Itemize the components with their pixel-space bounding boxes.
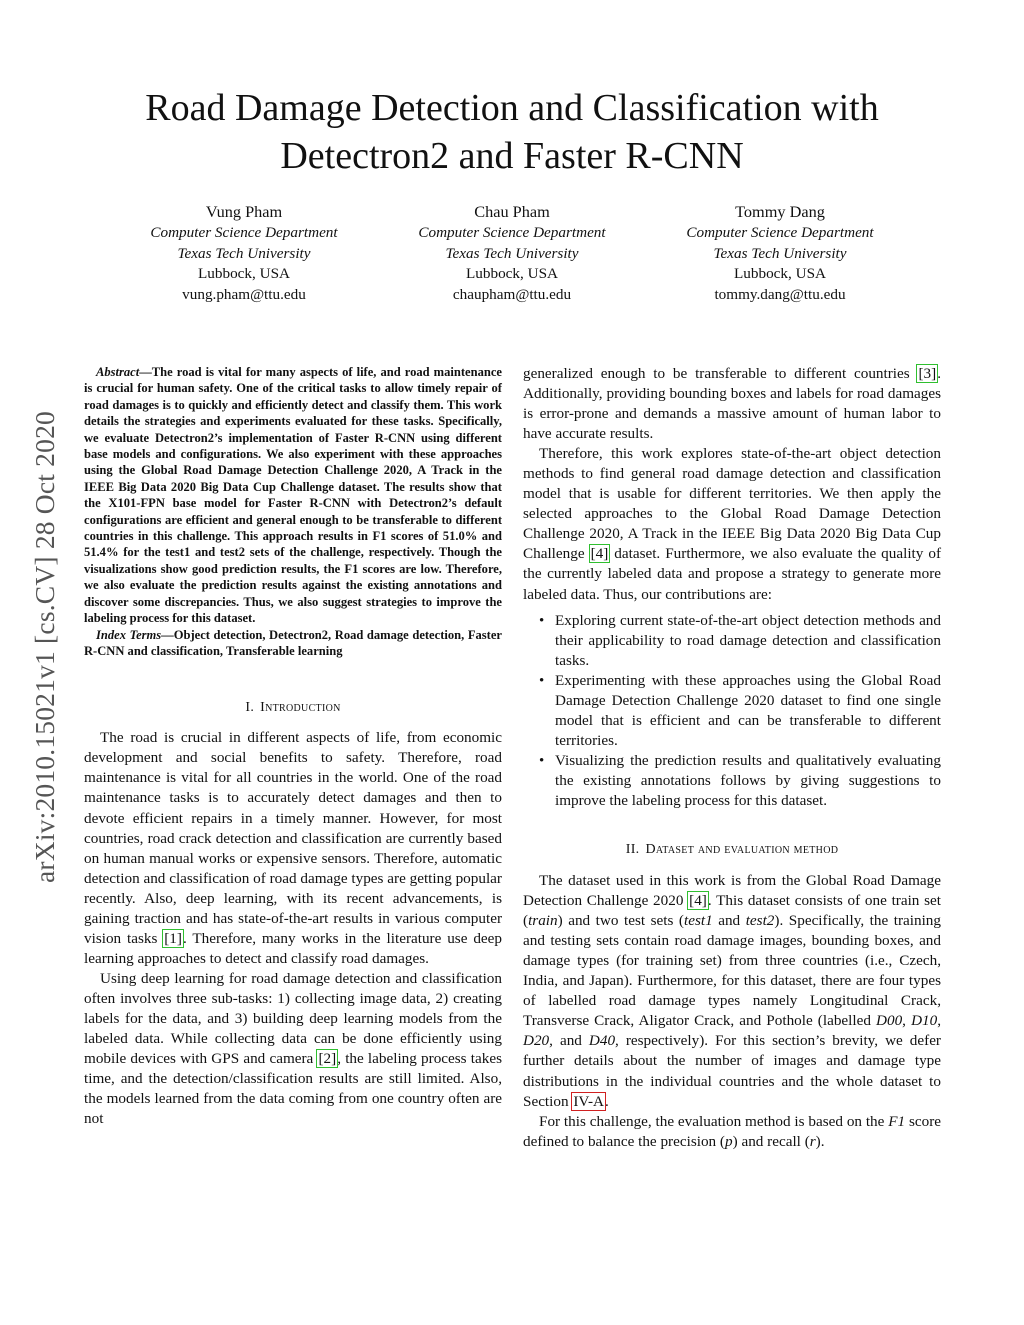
citation-link[interactable]: [4] [590, 545, 609, 563]
author-name: Tommy Dang [735, 202, 825, 221]
title-line-2: Detectron2 and Faster R-CNN [280, 135, 744, 177]
list-item [523, 671, 941, 751]
bullet-icon: • [539, 612, 545, 629]
author-city: Lubbock, USA [734, 265, 826, 283]
author-university: Texas Tech University [713, 244, 847, 262]
author-city: Lubbock, USA [198, 265, 290, 283]
text-run: , [902, 1012, 912, 1030]
list-item-text: Exploring current state-of-the-art object detection methods and their applicability to road damage detection and classification tasks. [555, 611, 941, 669]
text-run: test2 [745, 912, 775, 930]
author-email[interactable]: chaupham@ttu.edu [452, 285, 572, 303]
list-item [523, 751, 941, 811]
section-number: I. [245, 700, 255, 716]
text-run: and [712, 912, 746, 930]
section-title: Introduction [260, 700, 341, 716]
index-terms-lead: Index Terms [96, 627, 162, 642]
index-terms-text: —Object detection, Detectron2, Road damage detection, Faster R-CNN and classification, Transferable learning [84, 627, 502, 658]
arxiv-identifier-text[interactable]: arXiv:2010.15021v1 [cs.CV] 28 Oct 2020 [29, 411, 60, 883]
author-university: Texas Tech University [445, 244, 579, 262]
bullet-icon: • [539, 672, 545, 689]
continued-text: generalized enough to be transferable to different countries [523, 365, 918, 382]
bullet-icon: • [539, 752, 545, 769]
text-run: ). Specifically, the training and testing sets contain road damage images, bounding boxes, and damage types (for training set) from three countries (i.e., Czech, India, and Japan). Furthermore, for this dataset, there are four types of labelled road damage types namely Longitudinal Crack, Transverse Crack, Aligator Crack, and Pothole (labelled [523, 912, 941, 1030]
dataset-paragraph-2 [523, 1112, 941, 1152]
text-run: train [528, 912, 558, 930]
intro-paragraph-2 [84, 969, 502, 1129]
text-run: The dataset used in this work is from the Global Road Damage Detection Challenge 2020 [523, 872, 941, 910]
author-department: Computer Science Department [686, 224, 874, 241]
text-run: D40 [588, 1032, 616, 1050]
section-number: II. [625, 842, 640, 858]
author-city: Lubbock, USA [466, 265, 558, 283]
intro-p2-text: Using deep learning for road damage detection and classification often involves three sub-tasks: 1) collecting image data, 2) creating labels for the data, and 3) building deep learning models from the labeled data. While collecting data can be done efficiently using mobile devices with GPS and camera [84, 969, 502, 1068]
arxiv-identifier-stamp [26, 352, 64, 942]
spacer [84, 717, 502, 728]
text-run: ) and recall ( [732, 1132, 810, 1150]
author-department: Computer Science Department [150, 224, 338, 241]
spacer [523, 859, 941, 871]
text-run: , and [549, 1032, 589, 1050]
text-run: score defined to balance the precision ( [523, 1112, 941, 1150]
contributions-list [523, 611, 941, 811]
citation-link[interactable]: [4] [689, 892, 707, 910]
list-item-text: Experimenting with these approaches using the Global Road Damage Detection Challenge 2020 dataset to find one single model that is efficient and can be transferable to different territories. [555, 671, 941, 749]
author-2 [378, 201, 646, 305]
spacer [523, 811, 941, 841]
text-run: ) and two test sets ( [557, 912, 684, 930]
section-title: Dataset and evaluation method [645, 842, 839, 858]
intro-p1-text-end: . Therefore, many works in the literature use deep learning approaches to detect and classify road damages. [84, 929, 502, 967]
intro-p2-text-end: , the labeling process takes time, and the detection/classification results are still limited. Also, the models learned from the data coming from one country often are not [84, 1050, 502, 1128]
citation-link[interactable]: [1] [164, 929, 182, 947]
intro-paragraph-3 [523, 444, 941, 604]
abstract [84, 364, 502, 627]
paper-title [60, 84, 964, 180]
author-name: Chau Pham [474, 202, 550, 221]
section-heading-introduction [84, 699, 502, 717]
author-3 [646, 201, 914, 305]
text-run: F1 [888, 1112, 906, 1130]
text-run: ). [815, 1132, 825, 1150]
abstract-lead: Abstract [96, 365, 140, 379]
abstract-text: —The road is vital for many aspects of life, and road maintenance is crucial for human safety. One of the critical tasks to allow timely repair of road damages is to quickly and efficiently detect and classify them. This work details the strategies and experiments evaluated for these tasks. Specifically, we evaluate Detectron2’s implementation of Faster R-CNN using different base models and configurations. We also experiment with these approaches using the Global Road Damage Detection Challenge 2020, A Track in the IEEE Big Data 2020 Big Data Cup Challenge dataset. The results show that the X101-FPN base model for Faster R-CNN with Detectron2’s default configurations are efficient and general enough to be transferable to different countries in this challenge. This approach results in F1 scores of 51.0% and 51.4% for the test1 and test2 sets of the challenge, respectively. Though the visualizations show good prediction results, the F1 scores are low. Therefore, we also evaluate the prediction results against the existing annotations and discover some discrepancies. Thus, we also suggest strategies to improve the labeling process for this dataset. [84, 365, 502, 626]
citation-link[interactable]: [2] [318, 1050, 337, 1068]
author-email[interactable]: vung.pham@ttu.edu [182, 285, 306, 303]
intro-paragraph-2-continued [523, 364, 941, 444]
section-heading-dataset [523, 841, 941, 859]
intro-p3-text-end: dataset. Furthermore, we also evaluate the quality of the currently labeled data and propose a strategy to generate more labeled data. Thus, our contributions are: [523, 545, 941, 603]
author-email[interactable]: tommy.dang@ttu.edu [714, 285, 846, 303]
continued-text-end: . Additionally, providing bounding boxes and labels for road damages is error-prone and demands a massive amount of human labor to have accurate results. [523, 365, 941, 443]
title-line-1: Road Damage Detection and Classification with [145, 87, 879, 129]
intro-p3-text: Therefore, this work explores state-of-the-art object detection methods to find general road damage detection and classification model that is usable for different territories. We then apply the selected approaches to the Global Road Damage Detection Challenge 2020, A Track in the IEEE Big Data 2020 Big Data Cup Challenge [523, 445, 941, 563]
spacer [84, 659, 502, 699]
text-run: r [809, 1132, 816, 1150]
text-run: test1 [684, 912, 713, 930]
author-block [110, 201, 914, 305]
text-run: , respectively). For this section’s brevity, we defer further details about the number of images and damage type distributions in the individual countries and the whole dataset to Section [523, 1032, 941, 1110]
text-run: . [605, 1092, 609, 1110]
list-item [523, 611, 941, 671]
intro-paragraph-1 [84, 728, 502, 969]
text-run: D20 [523, 1032, 550, 1050]
text-run: . This dataset consists of one train set ( [523, 892, 941, 930]
citation-link[interactable]: [3] [918, 365, 937, 382]
text-run: D00 [876, 1012, 903, 1030]
author-department: Computer Science Department [418, 224, 606, 241]
intro-p1-text: The road is crucial in different aspects of life, from economic development and social benefits to safety. Therefore, road maintenance is vital for all countries in the world. One of the road maintenance tasks is to accurately detect damages and then to devote efficient repairs in a timely manner. However, for most countries, road crack detection and classification are currently based on human manual works or expensive sensors. Therefore, automatic detection and classification of road damage types are getting popular recently. Also, deep learning, with its recent advancements, is gaining traction and has state-of-the-art results in various computer vision tasks [84, 729, 502, 947]
right-column [523, 364, 941, 1152]
author-university: Texas Tech University [177, 244, 311, 262]
list-item-text: Visualizing the prediction results and qualitatively evaluating the existing annotations follows by giving suggestions to improve the labeling process for this dataset. [555, 751, 941, 809]
text-run: , [937, 1012, 942, 1030]
author-name: Vung Pham [205, 202, 283, 221]
text-run: p [725, 1132, 733, 1150]
author-1 [110, 201, 378, 305]
left-column [84, 364, 502, 1129]
dataset-paragraph-1 [523, 871, 941, 1112]
index-terms [84, 627, 502, 660]
text-run: D10 [911, 1012, 938, 1030]
section-reference-link[interactable]: IV-A [573, 1092, 605, 1110]
text-run: For this challenge, the evaluation method is based on the [539, 1112, 889, 1130]
